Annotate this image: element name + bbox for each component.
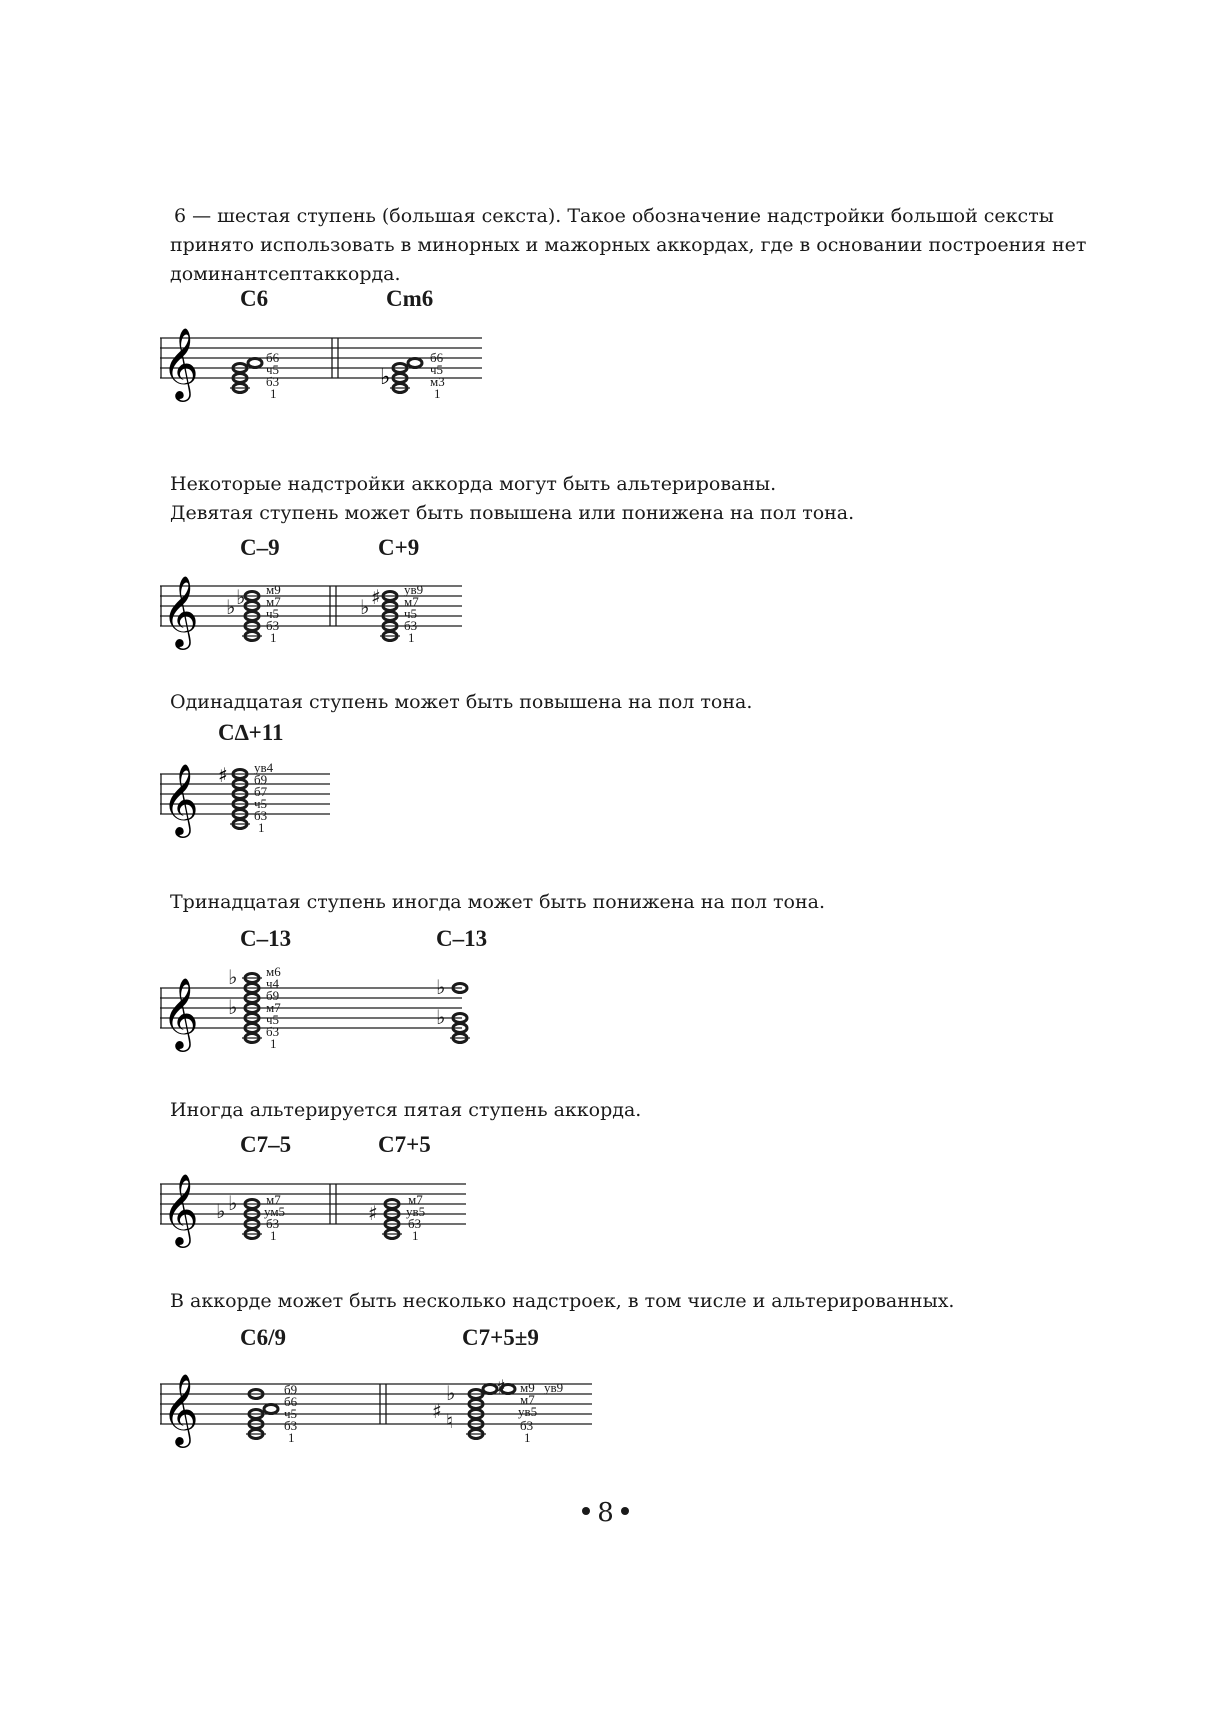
interval-c69-2: ч5	[284, 1406, 298, 1421]
text-eleventh: Одинадцатая ступень может быть повышена на пол тона.	[170, 691, 753, 713]
interval-cminus9-0: м9	[266, 582, 281, 597]
treble-clef-icon: 𝄞	[162, 574, 199, 647]
interval-cminus13-0: м6	[266, 964, 281, 979]
treble-clef-icon: 𝄞	[162, 1172, 199, 1245]
interval-cdelta11-5: 1	[258, 820, 265, 835]
text-altered: Некоторые надстройки аккорда могут быть альтерированы.	[170, 473, 777, 495]
staff-c11	[160, 756, 360, 876]
interval-cdelta11-0: ув4	[254, 760, 274, 775]
bullet-icon	[621, 1507, 629, 1515]
interval-cplus9-0: ув9	[404, 582, 424, 597]
interval-c69-4: 1	[288, 1430, 295, 1445]
interval-cdelta11-3: ч5	[254, 796, 268, 811]
flat-icon: ♭	[360, 595, 370, 619]
natural-icon: ♮	[446, 1409, 454, 1433]
interval-cminus9-1: м7	[266, 594, 281, 609]
staff-c7-5	[160, 1166, 490, 1286]
page-number-value: 8	[597, 1498, 614, 1528]
chord-label-cm6: Cm6	[386, 286, 434, 311]
interval-c7plus5-0: м7	[408, 1192, 423, 1207]
interval-c7plus5pm9-2: м7	[520, 1392, 535, 1407]
flat-icon: ♭	[228, 995, 238, 1019]
sharp-icon: ♯	[368, 1201, 378, 1225]
interval-cminus13-2: б9	[266, 988, 280, 1003]
flat-icon: ♭	[228, 965, 238, 989]
staff-c13	[160, 960, 490, 1090]
flat-icon: ♭	[228, 1191, 238, 1215]
interval-c69-3: б3	[284, 1418, 298, 1433]
chord-label-cminus13b: C–13	[436, 926, 488, 951]
interval-c69-1: б6	[284, 1394, 298, 1409]
treble-clef-icon: 𝄞	[162, 326, 199, 399]
interval-c6-0: б6	[266, 350, 280, 365]
treble-clef-icon: 𝄞	[162, 976, 199, 1049]
text-ninth: Девятая ступень может быть повышена или понижена на пол тона.	[170, 502, 855, 524]
treble-clef-icon: 𝄞	[162, 1372, 199, 1445]
text-fifth: Иногда альтерируется пятая ступень аккорда.	[170, 1099, 642, 1121]
interval-c6-1: ч5	[266, 362, 280, 377]
interval-cminus13-1: ч4	[266, 976, 280, 991]
interval-cplus9-1: м7	[404, 594, 419, 609]
interval-c7plus5pm9-1: ув9	[544, 1380, 564, 1395]
chord-label-cdelta11: C∆+11	[218, 720, 284, 745]
flat-icon: ♭	[226, 595, 236, 619]
flat-icon: ♭	[380, 365, 391, 390]
interval-c7plus5-1: ув5	[406, 1204, 426, 1219]
chord-label-c6: C6	[240, 286, 269, 311]
chord-label-c69: C6/9	[240, 1325, 286, 1350]
flat-icon: ♭	[236, 585, 246, 609]
interval-c6-2: б3	[266, 374, 280, 389]
interval-cplus9-3: б3	[404, 618, 418, 633]
text-thirteenth: Тринадцатая ступень иногда может быть понижена на пол тона.	[170, 891, 826, 913]
staff-c9	[160, 568, 480, 688]
interval-cminus13-6: 1	[270, 1036, 277, 1051]
interval-cdelta11-1: б9	[254, 772, 268, 787]
interval-cminus13-3: м7	[266, 1000, 281, 1015]
flat-icon: ♭	[446, 1381, 456, 1405]
interval-c7plus5-2: б3	[408, 1216, 422, 1231]
interval-c7plus5pm9-0: м9	[520, 1380, 535, 1395]
interval-cm6-3: 1	[434, 386, 441, 401]
intro-paragraph: 6 — шестая ступень (большая секста). Такое обозначение надстройки большой сексты принято использовать в минорных и мажорных аккордах, где в основании построения нет доминантсептаккорда.	[170, 205, 1087, 285]
interval-c7minus5-3: 1	[270, 1228, 277, 1243]
chord-label-c7plus5: C7+5	[378, 1132, 431, 1157]
interval-c7plus5pm9-4: б3	[520, 1418, 534, 1433]
interval-cdelta11-4: б3	[254, 808, 268, 823]
interval-cm6-0: б6	[430, 350, 444, 365]
interval-c7minus5-0: м7	[266, 1192, 281, 1207]
interval-cminus13-4: ч5	[266, 1012, 280, 1027]
page-number	[0, 1498, 1211, 1528]
sharp-icon: ♯	[371, 585, 381, 609]
flat-icon: ♭	[436, 975, 446, 999]
sharp-icon: ♯	[432, 1399, 442, 1423]
interval-cplus9-4: 1	[408, 630, 415, 645]
sharp-icon: ♯	[218, 763, 228, 787]
text-multiple: В аккорде может быть несколько надстроек, в том числе и альтерированных.	[170, 1290, 955, 1312]
sharp-icon: ♯	[496, 1375, 506, 1399]
chord-label-c7minus5: C7–5	[240, 1132, 292, 1157]
interval-c6-3: 1	[270, 386, 277, 401]
interval-cminus13-5: б3	[266, 1024, 280, 1039]
interval-cdelta11-2: б7	[254, 784, 268, 799]
interval-c7plus5pm9-3: ув5	[518, 1404, 538, 1419]
flat-icon: ♭	[216, 1199, 226, 1223]
flat-icon: ♭	[436, 1005, 446, 1029]
interval-c69-0: б9	[284, 1382, 298, 1397]
interval-cm6-2: м3	[430, 374, 445, 389]
interval-c7plus5pm9-5: 1	[524, 1430, 531, 1445]
chord-label-c7plus5pm9: C7+5±9	[462, 1325, 539, 1350]
interval-c7plus5-3: 1	[412, 1228, 419, 1243]
chord-label-cplus9: C+9	[378, 535, 420, 560]
interval-cminus9-3: б3	[266, 618, 280, 633]
staff-c6-cm6	[160, 320, 500, 440]
treble-clef-icon: 𝄞	[162, 762, 199, 835]
interval-cplus9-2: ч5	[404, 606, 418, 621]
chord-label-cminus13a: C–13	[240, 926, 292, 951]
interval-cminus9-4: 1	[270, 630, 277, 645]
chord-label-cminus9: C–9	[240, 535, 280, 560]
interval-c7minus5-2: б3	[266, 1216, 280, 1231]
interval-c7minus5-1: ум5	[264, 1204, 286, 1219]
interval-cminus9-2: ч5	[266, 606, 280, 621]
interval-cm6-1: ч5	[430, 362, 444, 377]
staff-c69	[160, 1360, 600, 1490]
bullet-icon	[582, 1507, 590, 1515]
